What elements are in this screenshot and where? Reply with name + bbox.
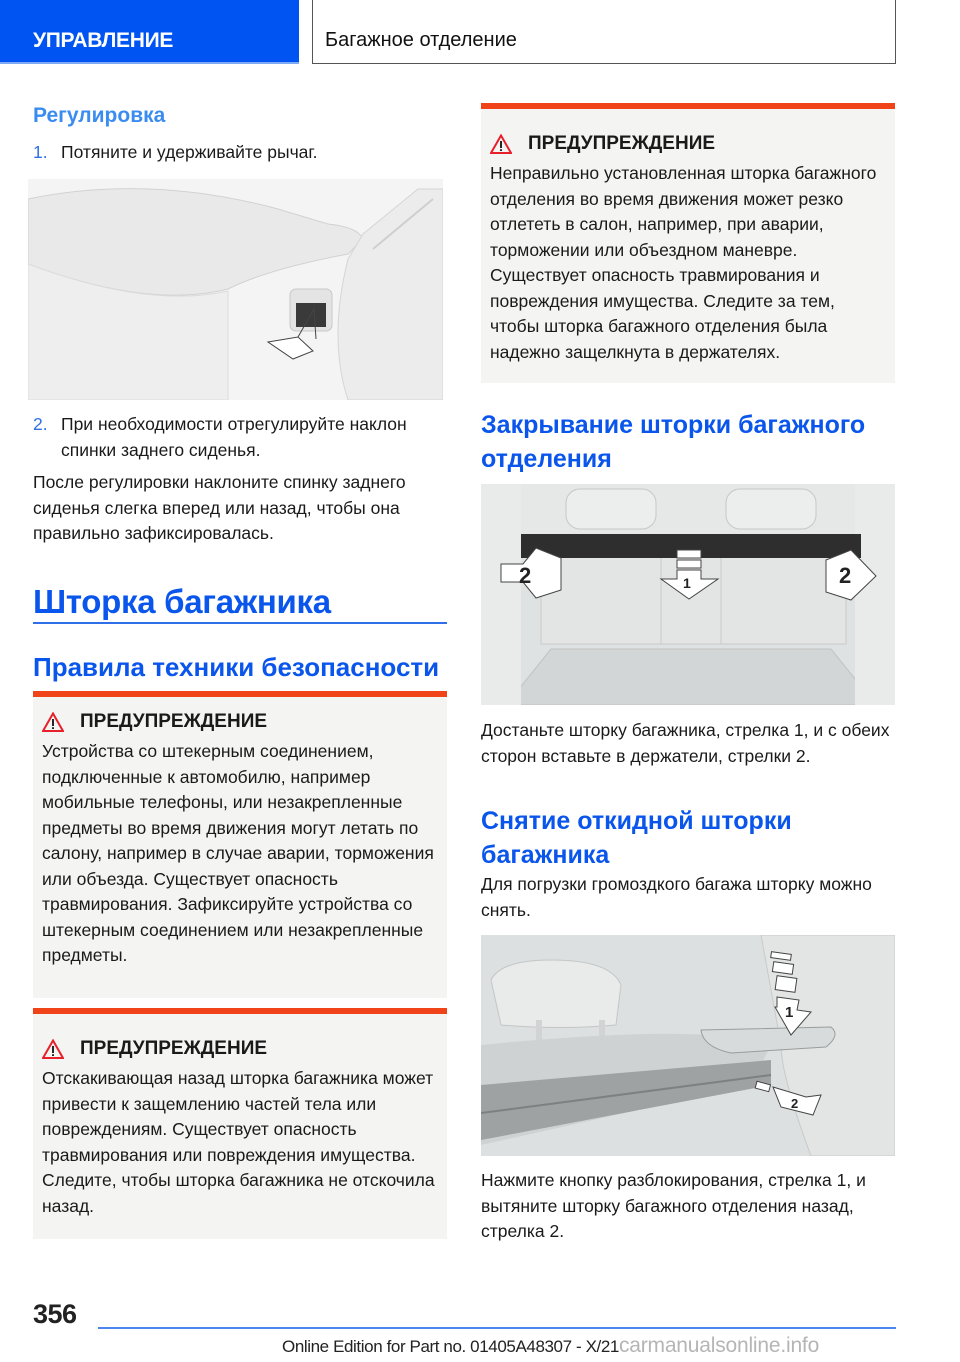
page-header-title — [312, 0, 896, 64]
removal-intro: Для погрузки громоздкого багажа шторку можно снять. — [481, 874, 872, 920]
warning-title: ПРЕДУПРЕЖДЕНИЕ — [80, 711, 268, 732]
step-1 — [33, 140, 447, 166]
edition-text: Online Edition for Part no. 01405A48307 - X/21 — [282, 1337, 619, 1356]
svg-text:1: 1 — [785, 1004, 794, 1021]
chapter-label: Багажное отделение — [325, 29, 517, 51]
chapter-title: Шторка багажника — [33, 583, 331, 620]
section-label: УПРАВЛЕНИЕ — [33, 29, 174, 52]
step-number: 1. — [33, 142, 48, 162]
footer-divider — [98, 1327, 896, 1329]
safety-heading: Правила техники безопасности — [33, 652, 440, 682]
section-tab — [0, 0, 299, 64]
warning-triangle-icon — [42, 1039, 64, 1059]
warning-box-3 — [481, 103, 895, 383]
step-text: Потяните и удерживайте рычаг. — [61, 142, 318, 162]
svg-text:2: 2 — [839, 563, 852, 588]
step-2 — [33, 412, 447, 463]
svg-text:1: 1 — [683, 575, 691, 591]
warning-text: Устройства со штекерным соединением, подключенные к автомобилю, например мобильные телефоны, или незакрепленные предметы во время движения могут летать по салону, например в случае аварии, торможения или объезда. Существует опасность травмирования. Зафиксируйте устройства со штекерным соединением или незакрепленные предметы. — [42, 741, 434, 965]
figure-cover-removal — [481, 935, 895, 1156]
step-number: 2. — [33, 414, 48, 434]
svg-text:2: 2 — [791, 1096, 799, 1111]
warning-box-2 — [33, 1008, 447, 1239]
warning-triangle-icon — [490, 134, 512, 154]
cover-closing-illustration — [481, 484, 895, 705]
warning-triangle-icon — [42, 712, 64, 732]
closing-paragraph: Достаньте шторку багажника, стрелка 1, и с обеих сторон вставьте в держатели, стрелки 2. — [481, 720, 890, 766]
cover-removal-illustration — [481, 935, 895, 1156]
chapter-divider — [33, 622, 447, 624]
footer-edition — [282, 1334, 819, 1358]
warning-title: ПРЕДУПРЕЖДЕНИЕ — [528, 133, 716, 154]
page-number: 356 — [33, 1299, 77, 1329]
warning-text: Отскакивающая назад шторка багажника может привести к защемлению частей тела или повреждениям. Существует опасность травмирования или повреждения имущества. Следите, чтобы шторка багажника не отскочила назад. — [42, 1068, 435, 1216]
seat-lever-illustration — [28, 179, 443, 400]
warning-title: ПРЕДУПРЕЖДЕНИЕ — [80, 1038, 268, 1059]
warning-text: Неправильно установленная шторка багажного отделения во время движения может резко отлететь в салон, например, при аварии, торможении или объездном маневре. Существует опасность травмирования и повреждения имущества. Следите за тем, чтобы шторка багажного отделения была надежно защелкнута в держателях. — [490, 163, 877, 362]
figure-cover-closing — [481, 484, 895, 705]
watermark: carmanualsonline.info — [618, 1334, 820, 1357]
figure-seat-lever — [28, 179, 443, 400]
removal-paragraph: Нажмите кнопку разблокирования, стрелка 1, и вытяните шторку багажного отделения назад, стрелка 2. — [481, 1170, 866, 1241]
step-text: При необходимости отрегулируйте наклон спинки заднего сиденья. — [61, 414, 407, 460]
svg-text:2: 2 — [519, 563, 532, 588]
adjust-heading: Регулировка — [33, 104, 166, 127]
closing-heading: Закрывание шторки багажного отделения — [481, 411, 866, 473]
after-adjust-paragraph: После регулировки наклоните спинку заднего сиденья слегка вперед или назад, чтобы она правильно зафиксировалась. — [33, 472, 406, 543]
warning-box-1 — [33, 691, 447, 998]
removal-heading: Снятие откидной шторки багажника — [481, 807, 792, 869]
